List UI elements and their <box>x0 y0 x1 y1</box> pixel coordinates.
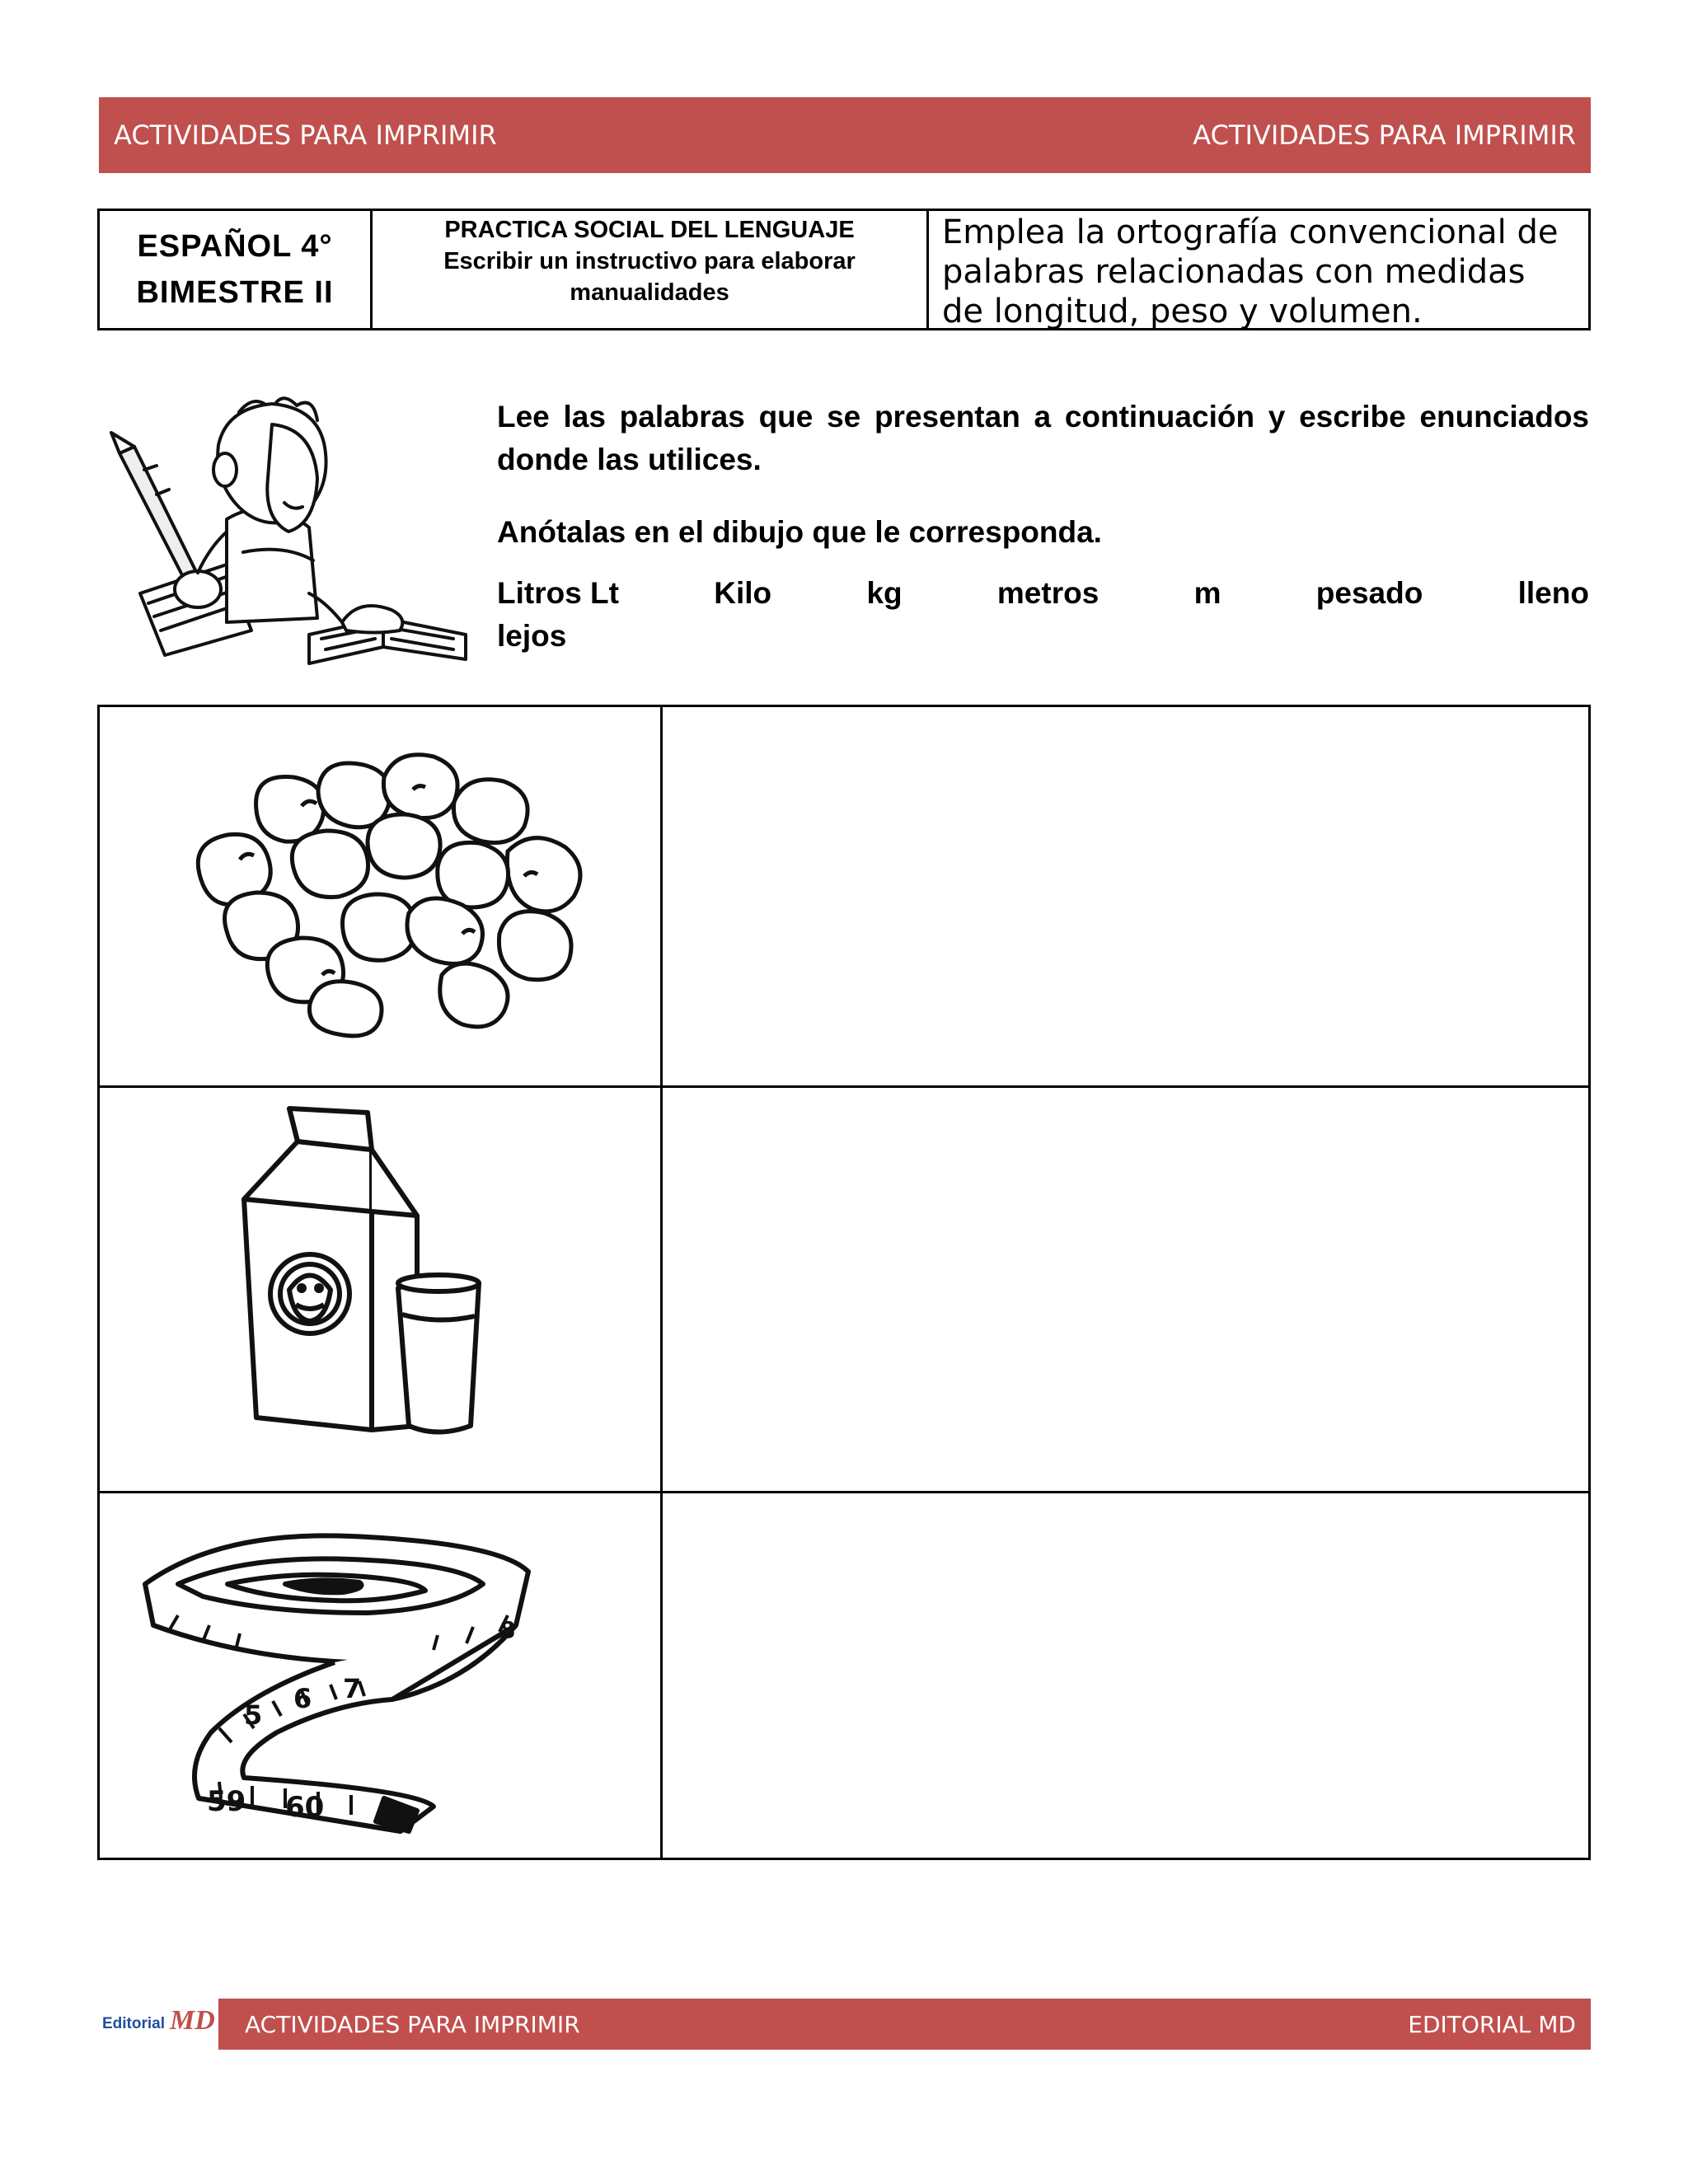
word-item: kg <box>866 576 903 610</box>
logo-text: Editorial <box>102 2015 166 2032</box>
logo-mark: MD <box>170 2005 215 2036</box>
word-item: lleno <box>1517 576 1589 610</box>
objective-text: Emplea la ortografía convencional de palabras relacionadas con medidas de longitud, peso y volumen. <box>942 213 1559 330</box>
child-studying-icon <box>95 387 482 672</box>
practice-title: PRACTICA SOCIAL DEL LENGUAJE <box>444 217 855 243</box>
word-item: metros <box>996 576 1100 610</box>
period-label: BIMESTRE II <box>136 275 334 310</box>
header-band <box>99 97 1591 173</box>
svg-text:60: 60 <box>285 1791 325 1824</box>
word-item: pesado <box>1315 576 1423 610</box>
practice-line-2: manualidades <box>570 279 729 306</box>
footer-band <box>218 1999 1591 2050</box>
header-right-text: ACTIVIDADES PARA IMPRIMIR <box>1193 120 1576 151</box>
svg-text:59: 59 <box>207 1785 246 1818</box>
svg-text:7: 7 <box>343 1673 362 1704</box>
svg-text:5: 5 <box>244 1699 263 1731</box>
milk-carton-glass-icon <box>240 1100 537 1446</box>
table-row <box>100 1493 1588 1863</box>
beans-icon <box>178 744 607 1041</box>
instructions-block <box>497 396 1589 658</box>
word-item-last: lejos <box>497 619 567 653</box>
table-row <box>100 707 1588 1088</box>
footer-right-text: EDITORIAL MD <box>1408 2010 1576 2038</box>
editorial-md-logo <box>99 1999 218 2050</box>
instruction-paragraph-1: Lee las palabras que se presentan a continuación y escribe enunciados donde las utilices. <box>497 400 1589 476</box>
subject-cell <box>100 211 373 328</box>
word-item: Litros Lt <box>497 576 619 610</box>
measuring-tape-icon <box>120 1526 549 1844</box>
exercise-table <box>97 705 1591 1860</box>
practice-cell <box>373 211 929 328</box>
table-row <box>100 1088 1588 1493</box>
objective-cell <box>929 211 1588 328</box>
svg-text:8: 8 <box>499 1616 516 1643</box>
instruction-paragraph-2: Anótalas en el dibujo que le corresponda. <box>497 515 1102 549</box>
header-left-text: ACTIVIDADES PARA IMPRIMIR <box>114 120 497 151</box>
word-list <box>497 572 1589 615</box>
word-item: m <box>1193 576 1221 610</box>
footer <box>99 1999 1591 2050</box>
subject-label: ESPAÑOL 4° <box>137 229 333 264</box>
footer-left-text: ACTIVIDADES PARA IMPRIMIR <box>245 2010 580 2038</box>
info-table <box>97 209 1591 330</box>
svg-text:6: 6 <box>293 1683 312 1714</box>
practice-line-1: Escribir un instructivo para elaborar <box>443 248 856 274</box>
word-item: Kilo <box>714 576 772 610</box>
